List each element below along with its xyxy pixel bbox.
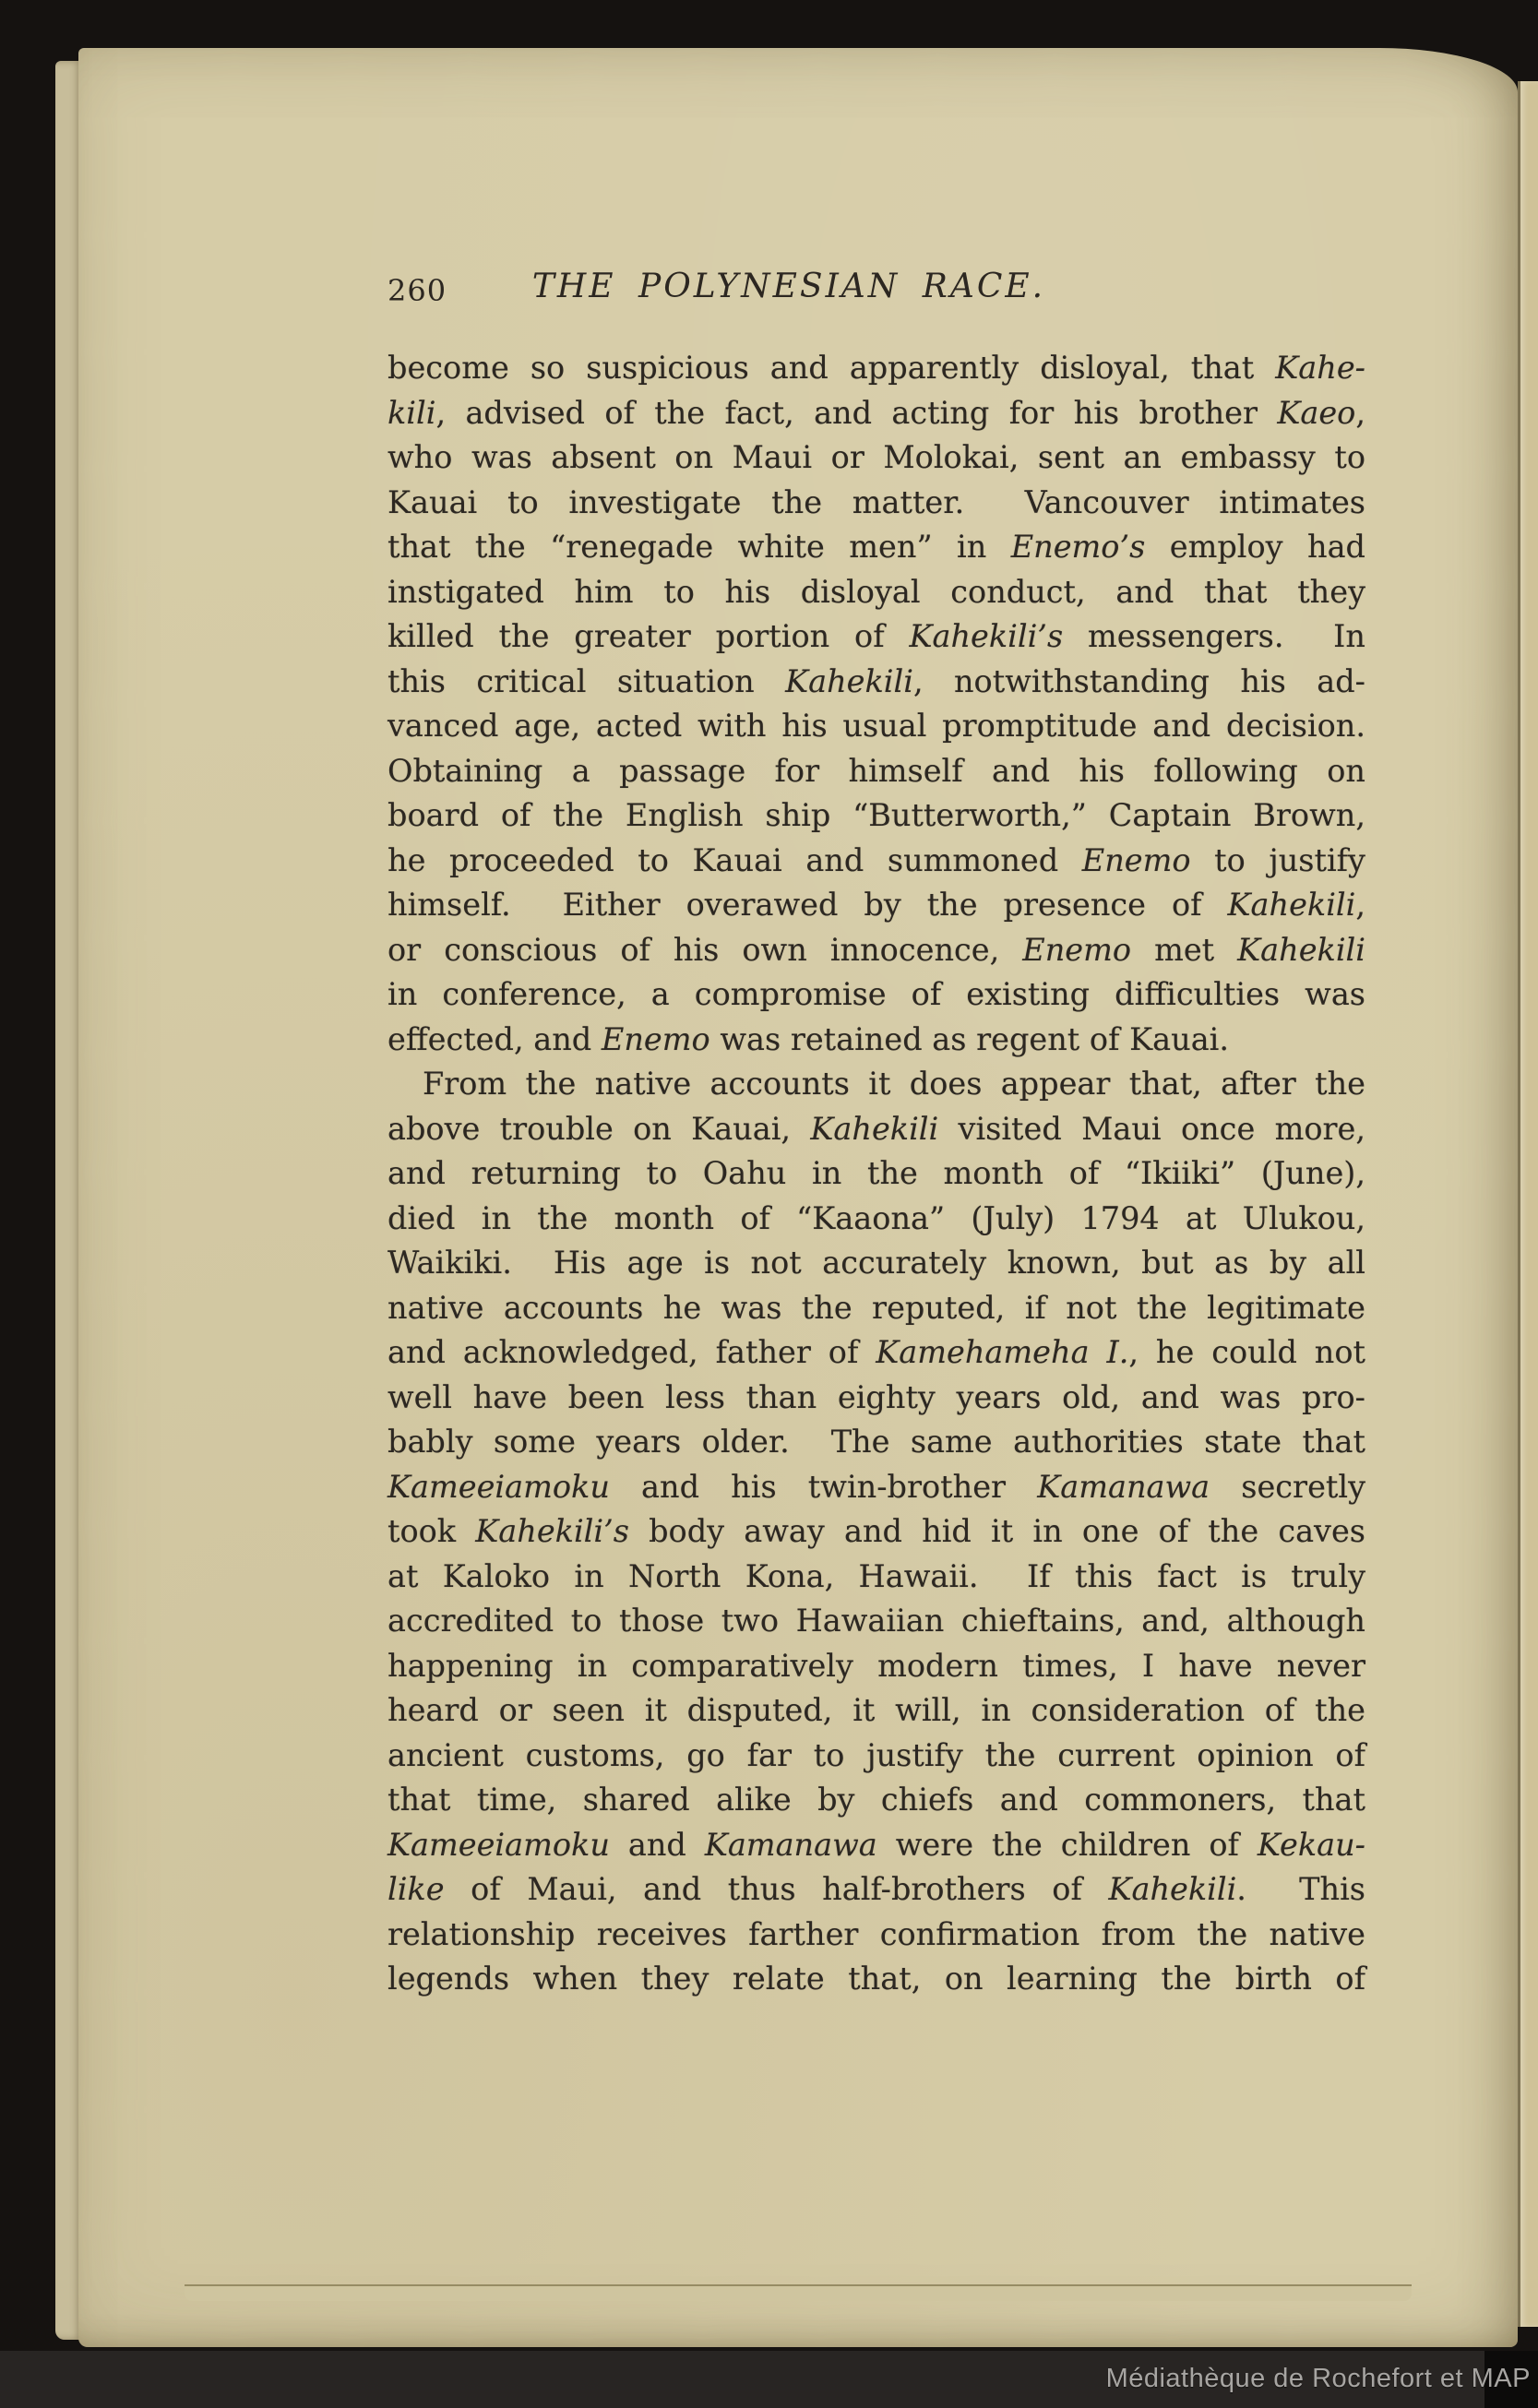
text-line: From the native accounts it does appear that, after the bbox=[423, 1066, 1365, 1102]
text-line: that time, shared alike by chiefs and commoners, that bbox=[387, 1782, 1365, 1818]
text-line: vanced age, acted with his usual promptitude and decision. bbox=[387, 708, 1365, 744]
book-page bbox=[78, 48, 1518, 2347]
text-line: well have been less than eighty years old, and was pro- bbox=[387, 1378, 1365, 1415]
text-line: or conscious of his own innocence, Enemo met Kahekili bbox=[387, 931, 1365, 968]
text-line: took Kahekili’s body away and hid it in one of the caves bbox=[387, 1513, 1365, 1549]
text-line: and acknowledged, father of Kamehameha I., he could not bbox=[387, 1334, 1366, 1370]
text-line: Kauai to investigate the matter. Vancouver intimates bbox=[387, 483, 1365, 520]
text-line: he proceeded to Kauai and summoned Enemo to justify bbox=[387, 841, 1365, 878]
text-line: and returning to Oahu in the month of “Ikiiki” (June), bbox=[387, 1155, 1365, 1191]
text-line: Kameeiamoku and Kamanawa were the children of Kekau- bbox=[387, 1826, 1365, 1863]
text-line: board of the English ship “Butterworth,” Captain Brown, bbox=[387, 797, 1365, 833]
running-title: THE POLYNESIAN RACE. bbox=[531, 268, 1046, 305]
bottom-page-edge bbox=[185, 2284, 1412, 2301]
text-line: Obtaining a passage for himself and his following on bbox=[387, 752, 1365, 789]
text-line: legends when they relate that, on learning the birth of bbox=[387, 1961, 1365, 1997]
text-line: at Kaloko in North Kona, Hawaii. If this fact is truly bbox=[387, 1557, 1365, 1594]
text-line: effected, and Enemo was retained as regent of Kauai. bbox=[387, 1020, 1230, 1057]
text-line: above trouble on Kauai, Kahekili visited Maui once more, bbox=[387, 1110, 1365, 1147]
text-line: relationship receives farther confirmation from the native bbox=[387, 1915, 1365, 1952]
text-line: killed the greater portion of Kahekili’s messengers. In bbox=[387, 618, 1365, 654]
text-line: who was absent on Maui or Molokai, sent an embassy to bbox=[387, 439, 1365, 475]
text-line: Kameeiamoku and his twin-brother Kamanawa secretly bbox=[387, 1468, 1365, 1505]
text-line: instigated him to his disloyal conduct, and that they bbox=[387, 573, 1365, 610]
library-watermark: Médiathèque de Rochefort et MAP bbox=[1105, 2364, 1531, 2393]
running-head bbox=[387, 268, 1365, 314]
text-line: ancient customs, go far to justify the current opinion of bbox=[387, 1736, 1365, 1773]
text-line: happening in comparatively modern times, I have never bbox=[387, 1647, 1365, 1684]
page-number: 260 bbox=[387, 273, 447, 308]
text-line: bably some years older. The same authorities state that bbox=[387, 1424, 1365, 1460]
text-line: native accounts he was the reputed, if not the legitimate bbox=[387, 1289, 1365, 1326]
text-line: heard or seen it disputed, it will, in consideration of the bbox=[387, 1692, 1365, 1728]
text-line: kili, advised of the fact, and acting for his brother Kaeo, bbox=[387, 394, 1365, 431]
text-block bbox=[387, 346, 1365, 2002]
text-line: himself. Either overawed by the presence of Kahekili, bbox=[387, 887, 1365, 923]
page-fold-edge bbox=[1518, 81, 1538, 2327]
text-line: like of Maui, and thus half-brothers of Kahekili. This bbox=[387, 1871, 1365, 1907]
text-line: that the “renegade white men” in Enemo’s employ had bbox=[387, 529, 1365, 565]
text-line: this critical situation Kahekili, notwithstanding his ad- bbox=[387, 662, 1366, 699]
text-line: become so suspicious and apparently disloyal, that Kahe- bbox=[387, 350, 1365, 386]
text-line: in conference, a compromise of existing difficulties was bbox=[387, 976, 1365, 1012]
text-line: Waikiki. His age is not accurately known, but as by all bbox=[387, 1245, 1365, 1281]
scan-bottom-band bbox=[0, 2351, 1538, 2408]
text-line: died in the month of “Kaaona” (July) 1794 at Ulukou, bbox=[387, 1199, 1365, 1236]
text-line: accredited to those two Hawaiian chieftains, and, although bbox=[387, 1603, 1365, 1639]
